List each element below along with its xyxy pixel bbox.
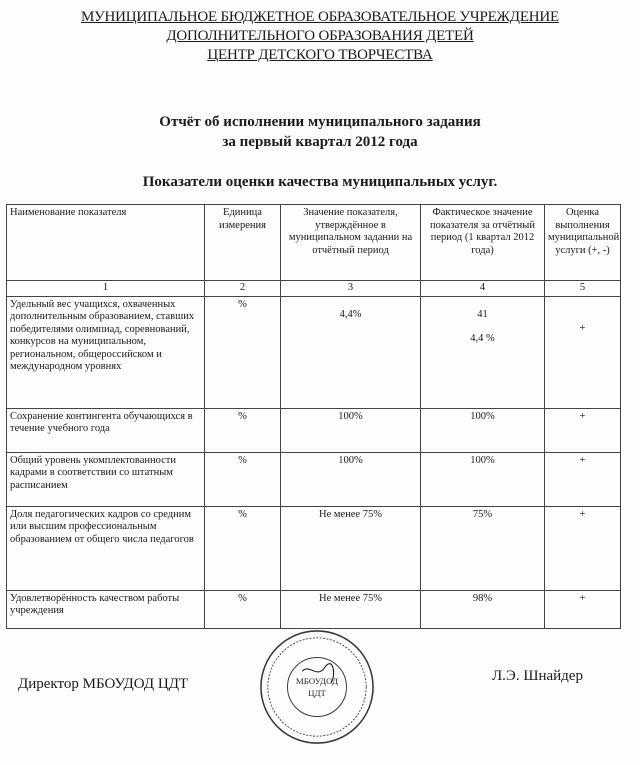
- column-number: 1: [7, 281, 205, 297]
- table-row: [7, 408, 621, 452]
- indicator-planned: Не менее 75%: [281, 506, 421, 590]
- indicator-assessment: +: [545, 506, 621, 590]
- column-number: 5: [545, 281, 621, 297]
- indicator-actual-percent: 4,4 %: [470, 333, 495, 344]
- indicators-table: [6, 204, 621, 629]
- organization-header: [0, 8, 640, 65]
- table-row: [7, 590, 621, 628]
- indicator-name: Общий уровень укомплектованности кадрами в соответствии со штатным расписанием: [7, 452, 205, 506]
- indicator-actual: 98%: [421, 590, 545, 628]
- header-unit: Единица измерения: [205, 205, 281, 281]
- table-row: [7, 452, 621, 506]
- indicator-actual: [421, 296, 545, 408]
- indicator-unit: %: [205, 506, 281, 590]
- indicator-planned-value: 4,4%: [339, 308, 362, 320]
- indicator-actual: 75%: [421, 506, 545, 590]
- indicator-name: Сохранение контингента обучающихся в течение учебного года: [7, 408, 205, 452]
- indicator-name: Удовлетворённость качеством работы учреждения: [7, 590, 205, 628]
- stamp-center-text-1: МБОУДОД: [295, 676, 339, 687]
- indicator-planned: [281, 296, 421, 408]
- indicator-unit: %: [205, 408, 281, 452]
- report-title-line-2: за первый квартал 2012 года: [222, 134, 418, 150]
- column-number: 4: [421, 281, 545, 297]
- indicator-name: Доля педагогических кадров со средним или высшим профессиональным образованием от общего числа педагогов: [7, 506, 205, 590]
- indicator-planned: 100%: [281, 408, 421, 452]
- section-title: Показатели оценки качества муниципальных услуг.: [142, 174, 498, 190]
- indicator-assessment-value: +: [579, 322, 586, 334]
- official-seal-stamp: [258, 628, 376, 746]
- indicator-planned: 100%: [281, 452, 421, 506]
- indicator-actual: 100%: [421, 408, 545, 452]
- indicator-assessment: +: [545, 452, 621, 506]
- organization-line-3: ЦЕНТР ДЕТСКОГО ТВОРЧЕСТВА: [207, 47, 433, 63]
- report-title: [0, 112, 640, 152]
- header-planned-value: Значение показателя, утверждённое в муниципальном задании на отчётный период: [281, 205, 421, 281]
- director-name: Л.Э. Шнайдер: [492, 668, 583, 684]
- indicator-unit: %: [205, 296, 281, 408]
- indicator-actual-count: 41: [477, 308, 488, 320]
- indicator-assessment: +: [545, 590, 621, 628]
- indicator-planned: Не менее 75%: [281, 590, 421, 628]
- indicator-unit: %: [205, 590, 281, 628]
- header-actual-value: Фактическое значение показателя за отчётный период (1 квартал 2012 года): [421, 205, 545, 281]
- organization-line-2: ДОПОЛНИТЕЛЬНОГО ОБРАЗОВАНИЯ ДЕТЕЙ: [166, 28, 474, 44]
- director-position: Директор МБОУДОД ЦДТ: [18, 676, 189, 692]
- organization-line-1: МУНИЦИПАЛЬНОЕ БЮДЖЕТНОЕ ОБРАЗОВАТЕЛЬНОЕ УЧРЕЖДЕНИЕ: [80, 9, 560, 25]
- column-number: 2: [205, 281, 281, 297]
- table-row: [7, 296, 621, 408]
- table-header-row: [7, 205, 621, 281]
- column-number-row: [7, 281, 621, 297]
- column-number: 3: [281, 281, 421, 297]
- stamp-center-text-2: ЦДТ: [308, 687, 326, 698]
- indicator-assessment: +: [545, 408, 621, 452]
- indicator-name: Удельный вес учащихся, охваченных дополнительным образованием, ставших победителями олимпиад, соревнований, конкурсов на муниципальном, региональном, общероссийском и международном уровнях: [7, 296, 205, 408]
- header-indicator-name: Наименование показателя: [7, 205, 205, 281]
- table-row: [7, 506, 621, 590]
- indicator-actual: 100%: [421, 452, 545, 506]
- indicator-unit: %: [205, 452, 281, 506]
- indicator-assessment: [545, 296, 621, 408]
- report-title-line-1: Отчёт об исполнении муниципального задания: [159, 114, 481, 130]
- header-assessment: Оценка выполнения муниципальной услуги (+, -): [545, 205, 621, 281]
